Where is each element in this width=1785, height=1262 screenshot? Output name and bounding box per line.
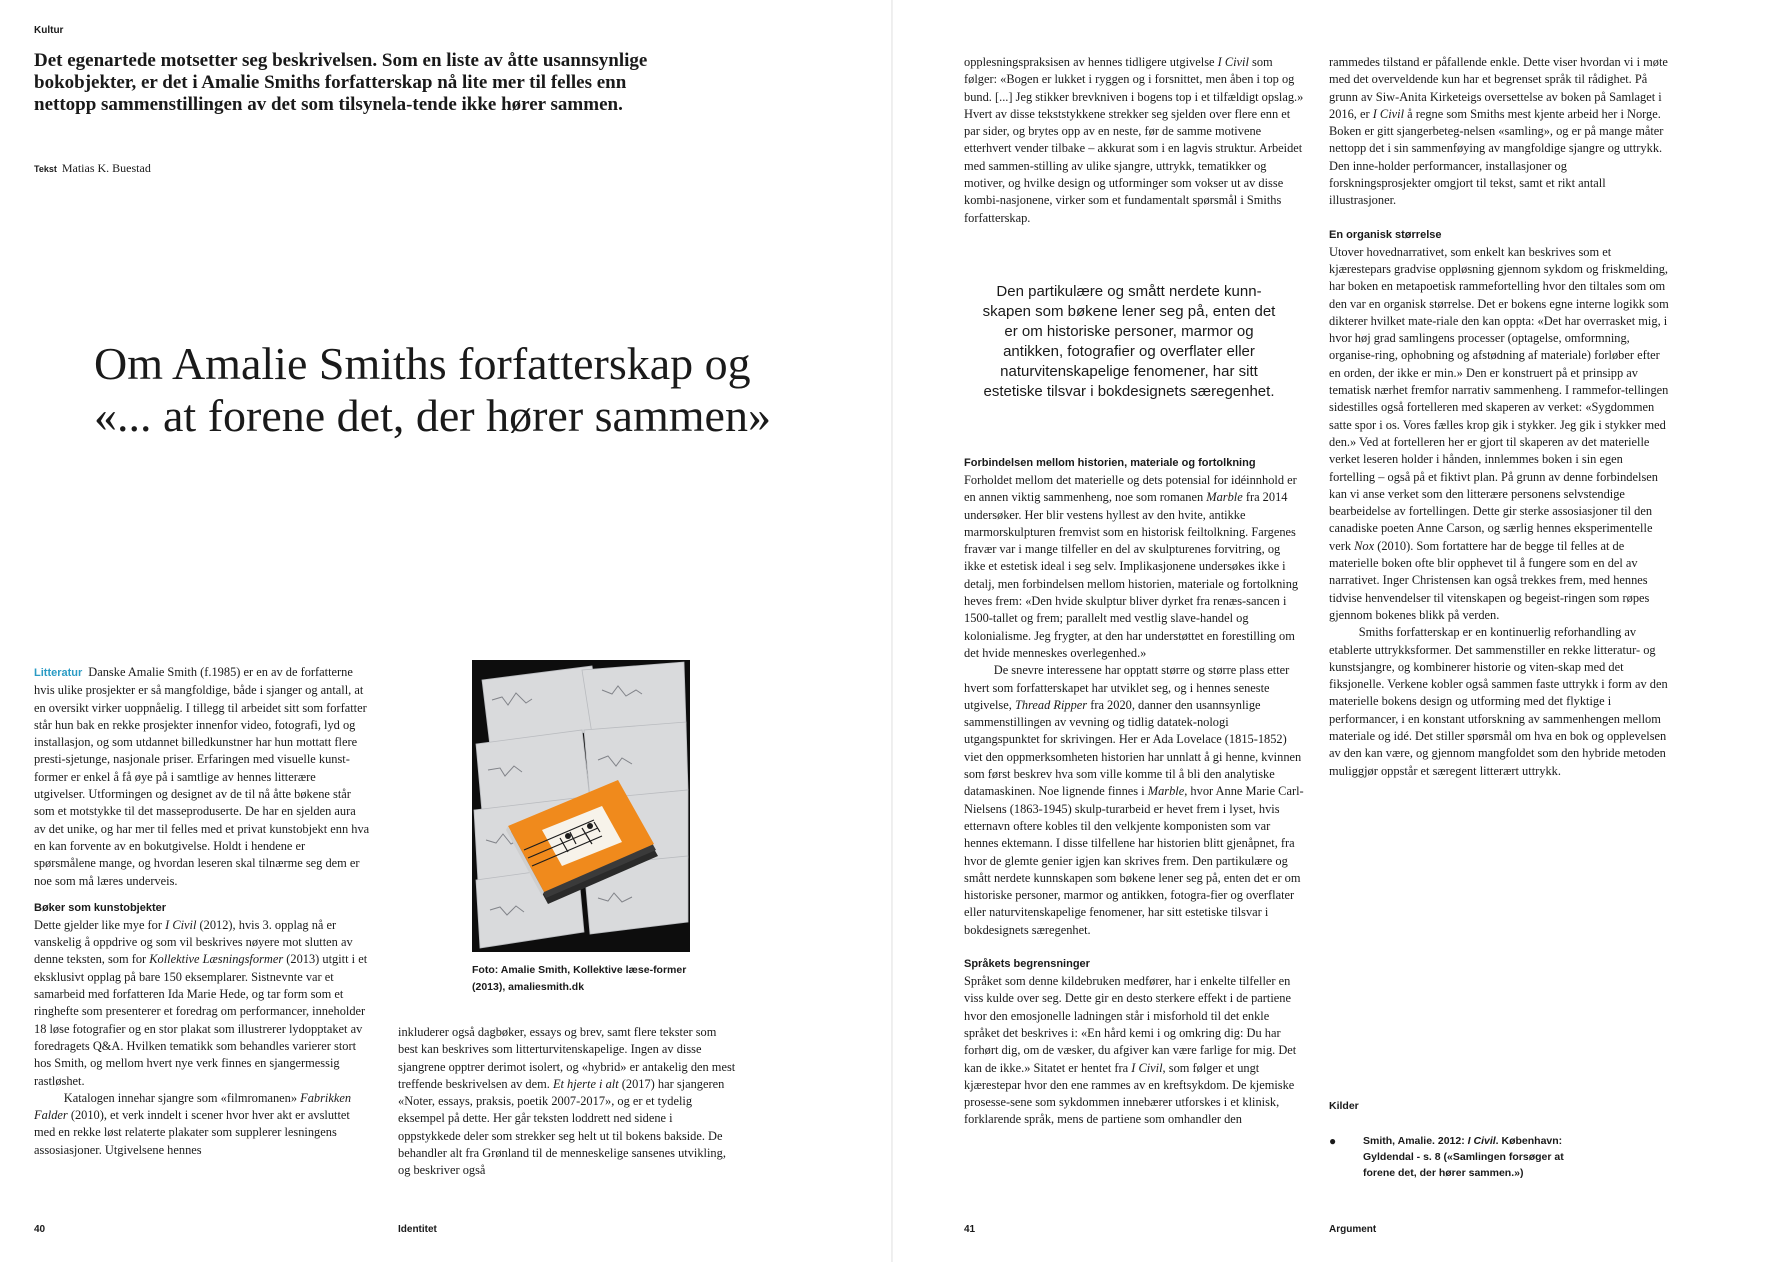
folio-label: Identitet <box>398 1224 437 1235</box>
column-3-continued <box>964 455 1304 1129</box>
column-4 <box>1329 54 1669 780</box>
column-3 <box>964 54 1304 227</box>
body-paragraph: De snevre interessene har opptatt større og større plass etter hvert som forfatterskapet har utviklet seg, og i hennes seneste utgivelse, Thread Ripper fra 2020, danner den usannsynlige sammenstillingen av vevning og tidlig datatek-nologi utgangspunktet for skrivingen. Her er Ada Lovelace (1815-1852) viet den oppmerksomheten historien har unnlatt å gi henne, kvinnen som først beskrev hva som ville komme til å bli den analytiske datamaskinen. Noe lignende finnes i Marble, hvor Anne Marie Carl-Nielsens (1863-1945) skulp-turarbeid er hevet frem i lyset, hvis etternavn oftere kobles til den velkjente komponisten som var hennes ektemann. I disse tilfellene har historien blitt gjenåpnet, fra hvor de glemte genier igjen kan skrives frem. Den partikulære og smått nerdete kunnskapen som bøkene lener seg på, enten det er om historiske personer, marmor og antikken, fotogra-fier og overflater eller naturvitenskapelige fenomener, har sitt estetiske tilsvar i bokdesignets særegenhet. <box>964 663 1304 937</box>
left-page <box>0 0 892 1262</box>
pull-quote: Den partikulære og smått nerdete kunn-skapen som bøkene lener seg på, enten det er om historiske personer, marmor og antikken, fotografier og overflater eller naturvitenskapelige fenomener, har sitt estetiske tilsvar i bokdesignets særegenhet. <box>982 283 1276 400</box>
right-page <box>892 0 1785 1262</box>
byline <box>34 161 151 176</box>
source-text: Smith, Amalie. 2012: I Civil. København: Gyldendal - s. 8 («Samlingen forsøger at forene det, der hører sammen.») <box>1363 1135 1564 1179</box>
subhead-språkets: Språkets begrensninger <box>964 958 1090 971</box>
subhead-organisk: En organisk størrelse <box>1329 228 1442 241</box>
page-number: 40 <box>34 1224 46 1235</box>
section-tag: Kultur <box>34 25 64 36</box>
body-paragraph: Språket som denne kildebruken medfører, har i enkelte tilfeller en viss kulde over seg. Dette gir en desto sterkere effekt i de partiene hvor den emosjonelle ladningen står i misforhold til det enkle språket det beskrives i: «En hård kemi i og omkring dig: Du har forhørt dig, om de væsker, du afgiver kan være farlige for mig. Det kan de ikke.» Sitatet er hentet fra I Civil, som følger et ungt kjærestepar hvor den ene rammes av en kreftsykdom. De kjemiske prosesse-sene som sykdommen innebærer utforskes i et klinisk, forklarende språk, mens de partiene som omhandler den <box>964 974 1297 1127</box>
author-name: Matias K. Buestad <box>61 161 151 175</box>
photo-caption: Foto: Amalie Smith, Kollektive læse-former (2013), amaliesmith.dk <box>472 964 687 993</box>
kicker-label: Litteratur <box>34 667 83 679</box>
body-paragraph: rammedes tilstand er påfallende enkle. Dette viser hvordan vi i møte med det overveldende kun har et begrenset språk til rådighet. På grunn av Siw-Anita Kirketeigs oversettelse av boken på Samlaget i 2016, er I Civil å regne som Smiths mest kjente arbeid her i Norge. Boken er gitt sjangerbeteg-nelsen «samling», og er på mange måter nettopp det i sin sammenføying av mangfoldige sjangre og uttrykk. Den inne-holder performancer, installasjoner og forskningsprosjekter omgjort til tekst, samt et rikt antall illustrasjoner. <box>1329 55 1668 208</box>
body-paragraph: opplesningspraksisen av hennes tidligere utgivelse I Civil som følger: «Bogen er lukket i ryggen og i forsnittet, men åben i top og bund. [...] Jeg stikker brevkniven i bogens top i et tilfældigt opslag.» Hvert av disse tekststykkene strekker seg sjelden over flere enn et par sider, og brytes opp av en neste, før de samme motivene etterhvert vender tilbake – akkurat som i en lagvis struktur. Arbeidet med sammen-stilling av ulike sjangre, uttrykk, tematikker og motiver, og hvilke design og utforminger som vokser ut av disse kombi-nasjonene, virker som et fundamentalt spørsmål i Smiths forfatterskap. <box>964 55 1304 225</box>
subhead-forbindelsen: Forbindelsen mellom historien, materiale og fortolkning <box>964 457 1256 469</box>
body-paragraph: Dette gjelder like mye for I Civil (2012), hvis 3. opplag nå er vanskelig å oppdrive og som vil beskrives nøyere mot slutten av denne teksten, som for Kollektive Læsningsformer (2013) utgitt i et eksklusivt opplag på bare 150 eksemplarer. Sistnevnte var et samarbeid med forfatteren Ida Marie Hede, og tar form som et ringhefte som presenterer et foredrag om performancer, inneholder 18 løse fotografier og en stor plakat som illustrerer lydopptaket av foredragets Q&A. Hvilken tematikk som behandles varierer stort hos Smith, og mellom hvert nye verk finnes en sjangermessig rastløshet. <box>34 917 368 1088</box>
body-paragraph: Katalogen innehar sjangre som «filmromanen» Fabrikken Falder (2010), et verk inndelt i scener hvor hver akt er avsluttet med en rekke løst relaterte plakater som supplerer lesningens assosiasjoner. Utgivelsene hennes <box>34 1090 352 1157</box>
byline-label: Tekst <box>34 164 57 174</box>
body-paragraph: Smiths forfatterskap er en kontinuerlig reforhandling av etablerte uttrykksformer. Det sammenstiller en rekke litteratur- og kunstsjangre, og kombinerer historie og viten-skap med det fiksjonelle. Verkene kobler også sammen faste uttrykk i form av den materielle bokens design og utforming med det flyktige i performancer, i en konstant utforskning av sammenhengen mellom materiale og idé. Det stiller spørsmål om hva en bok og opplevelsen av den kan være, og gjennom mangfoldet som den hybride metoden muliggjør oppstår et særegent litterært uttrykk. <box>1329 625 1668 778</box>
column-1 <box>34 664 370 1159</box>
book-photo-illustration <box>472 660 690 952</box>
article-headline: Om Amalie Smiths forfatterskap og «... at forene det, der hører sammen» <box>94 338 771 441</box>
sources-list <box>1329 1133 1589 1181</box>
column-2 <box>398 1024 738 1180</box>
book-photo <box>472 660 690 952</box>
body-paragraph: Utover hovednarrativet, som enkelt kan beskrives som et kjærestepars gradvise oppløsning gjennom sykdom og friskmelding, har boken en metapoetisk rammefortelling hvor den tiltales som om den var en organisk størrelse. Det er bokens egne interne logikk som dikterer hvilket mate-riale den kan oppta: «Det har overrasket mig, i hvor høj grad samlingens processer (optagelse, omformning, organise-ring, ophobning og afstødning af materiale) forløber efter en orden, der ikke er min.» Den er konstruert på et prinsipp av tematisk nærhet fremfor narrativ sammenheng. I rammefor-tellingen sidestilles også fortelleren med skaperen av verket: «Sygdommen satte spor i os. Vores fælles krop gik i stykker. Jeg gik i stykker med den.» Ved at fortelleren her er gjort til skaperen av det materielle verket leseren holder i hånden, innlemmes boken i sin egen fortelling – også på et fiktivt plan. På grunn av denne forbindelsen kan vi anse verket som den litterære personens selvstendige bearbeidelse av fortellingen. Dette gir sterke assosiasjoner til den canadiske poeten Anne Carson, og særlig hennes eksperimentelle verk Nox (2010). Som fortattere har de begge til felles at de materielle boken ofte blir opphevet til å fungere som en del av narrativet. Inger Christensen kan også trekkes frem, med hennes tidvise henvendelser til vitenskapen og begeist-ringen som røpes gjennom bokenes blikk på verden. <box>1329 244 1669 622</box>
subhead-bøker: Bøker som kunstobjekter <box>34 901 167 914</box>
body-paragraph: Forholdet mellom det materielle og dets potensial for idéinnhold er en annen viktig sammenheng, noe som romanen Marble fra 2014 undersøker. Her blir vestens hyllest av den hvite, antikke marmorskulpturen fremvist som en historisk feiltolkning. Fargenes fravær var i mange tilfeller en del av skulpturenes forvitring, og ikke et estetisk ideal i seg selv. Implikasjonene undersøkes ikke i detalj, men forbindelsen mellom historien, materiale og fortolkning heves frem: «Den hvide skulptur bliver dyrket fra renæs-sancen i 1500-tallet og frem; parallelt med vestlig slave-handel og kolonialisme. Jeg frygter, at den har understøttet en forestilling om det hvide menneskes overlegenhed.» <box>964 473 1299 660</box>
lead-paragraph: Det egenartede motsetter seg beskrivelsen. Som en liste av åtte usannsynlige bokobjekter, er det i Amalie Smiths forfatterskap nå lite mer til felles enn nettopp sammenstillingen av det som tilsynela-tende ikke hører sammen. <box>34 50 648 115</box>
folio-label: Argument <box>1329 1224 1377 1235</box>
intro-paragraph: Litteratur Danske Amalie Smith (f.1985) er en av de forfatterne hvis ulike prosjekter er så mangfoldige, både i sjanger og antall, at en oversikt virker uoppnåelig. I tillegg til arbeidet sitt som forfatter står hun bak en rekke prosjekter innenfor video, fotografi, lyd og installasjon, og som utdannet billedkunstner har hun mottatt flere presti-sjetunge, nasjonale priser. Erfaringen med visuelle kunst-former er enkel å få øye på i samtlige av hennes litterære utgivelser. Utformingen og designet av de til nå åtte bøkene står som et motstykke til det masseproduserte. De har en sjelden aura av det unike, og har mer til felles med et privat kunstobjekt enn hva en kan forvente av en bokutgivelse. Holdt i hendene er spørsmålene mange, og hvordan leseren skal tilnærme seg dem er noe som må læres underveis. <box>34 665 370 888</box>
sources-heading: Kilder <box>1329 1100 1359 1112</box>
body-paragraph: inkluderer også dagbøker, essays og brev, samt flere tekster som best kan beskrives som litterturvitenskapelige. Ingen av disse sjangrene opptrer derimot isolert, og «hybrid» er antakelig den mest treffende beskrivelsen av dem. Et hjerte i alt (2017) har sjangeren «Noter, essays, praksis, poetik 2007-2017», og er et tydelig eksempel på dette. Her går teksten loddrett ned sidene i oppstykkede deler som strekker seg helt ut til bokens bakside. De behandler alt fra Grønland til de menneskelige sansenes utvikling, og beskriver også <box>398 1025 736 1178</box>
bullet-icon: ● <box>1329 1134 1337 1148</box>
source-item <box>1329 1133 1589 1181</box>
page-number: 41 <box>964 1224 976 1235</box>
